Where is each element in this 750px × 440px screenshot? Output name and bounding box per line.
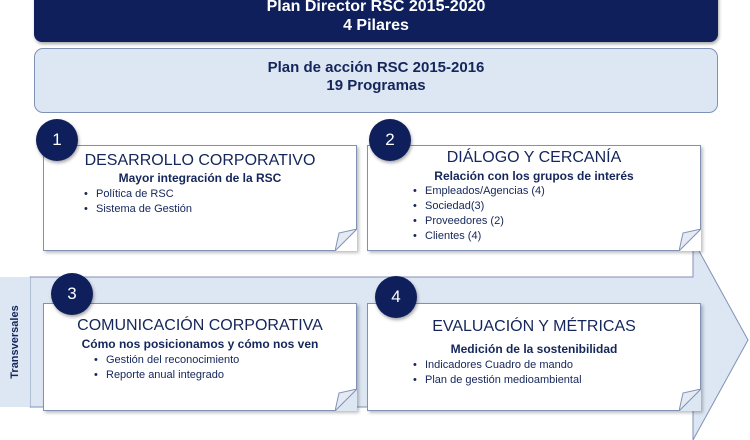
page-fold-icon: [335, 229, 357, 251]
list-item: • Sistema de Gestión: [84, 202, 356, 217]
pillar-subtitle: Relación con los grupos de interés: [434, 169, 634, 183]
pillar-subtitle: Cómo nos posicionamos y cómo nos ven: [81, 337, 319, 351]
list-item: • Clientes (4): [413, 229, 700, 244]
pillar-number-badge: 4: [375, 276, 417, 318]
list-item: • Sociedad(3): [413, 199, 700, 214]
page-fold-icon: [679, 229, 701, 251]
pillar-card-dialogo: [367, 145, 701, 251]
pillar-card-evaluacion: [367, 303, 701, 411]
pillar-subtitle: Mayor integración de la RSC: [118, 171, 282, 185]
pillar-number-badge: 3: [51, 273, 93, 315]
pillar-title: DIÁLOGO Y CERCANÍA: [446, 149, 622, 166]
pillar-card-desarrollo: [43, 145, 357, 251]
pillar-number-badge: 2: [369, 119, 411, 161]
transversal-label: Transversales: [9, 305, 21, 379]
pillar-title: COMUNICACIÓN CORPORATIVA: [77, 317, 323, 334]
list-item: • Plan de gestión medioambiental: [413, 373, 700, 388]
pillar-items: [84, 187, 356, 217]
pillar-title: DESARROLLO CORPORATIVO: [84, 152, 316, 169]
list-item: • Política de RSC: [84, 187, 356, 202]
list-item: • Proveedores (2): [413, 214, 700, 229]
list-item: • Reporte anual integrado: [94, 368, 356, 383]
pillar-subtitle: Medición de la sostenibilidad: [450, 342, 618, 356]
banner-subtitle: 4 Pilares: [343, 17, 409, 34]
pillar-items: [413, 358, 700, 388]
banner-title: Plan Director RSC 2015-2020: [266, 0, 486, 15]
list-item: • Empleados/Agencias (4): [413, 184, 700, 199]
pillar-card-comunicacion: [43, 303, 357, 411]
page-fold-icon: [679, 389, 701, 411]
pillar-items: [94, 353, 356, 383]
plan-accion-title: Plan de acción RSC 2015-2016: [267, 59, 485, 76]
pillar-title: EVALUACIÓN Y MÉTRICAS: [432, 318, 636, 335]
list-item: • Gestión del reconocimiento: [94, 353, 356, 368]
plan-accion-subtitle: 19 Programas: [326, 77, 426, 94]
page-fold-icon: [335, 389, 357, 411]
pillar-number-badge: 1: [36, 119, 78, 161]
list-item: • Indicadores Cuadro de mando: [413, 358, 700, 373]
pillar-items: [413, 184, 700, 244]
